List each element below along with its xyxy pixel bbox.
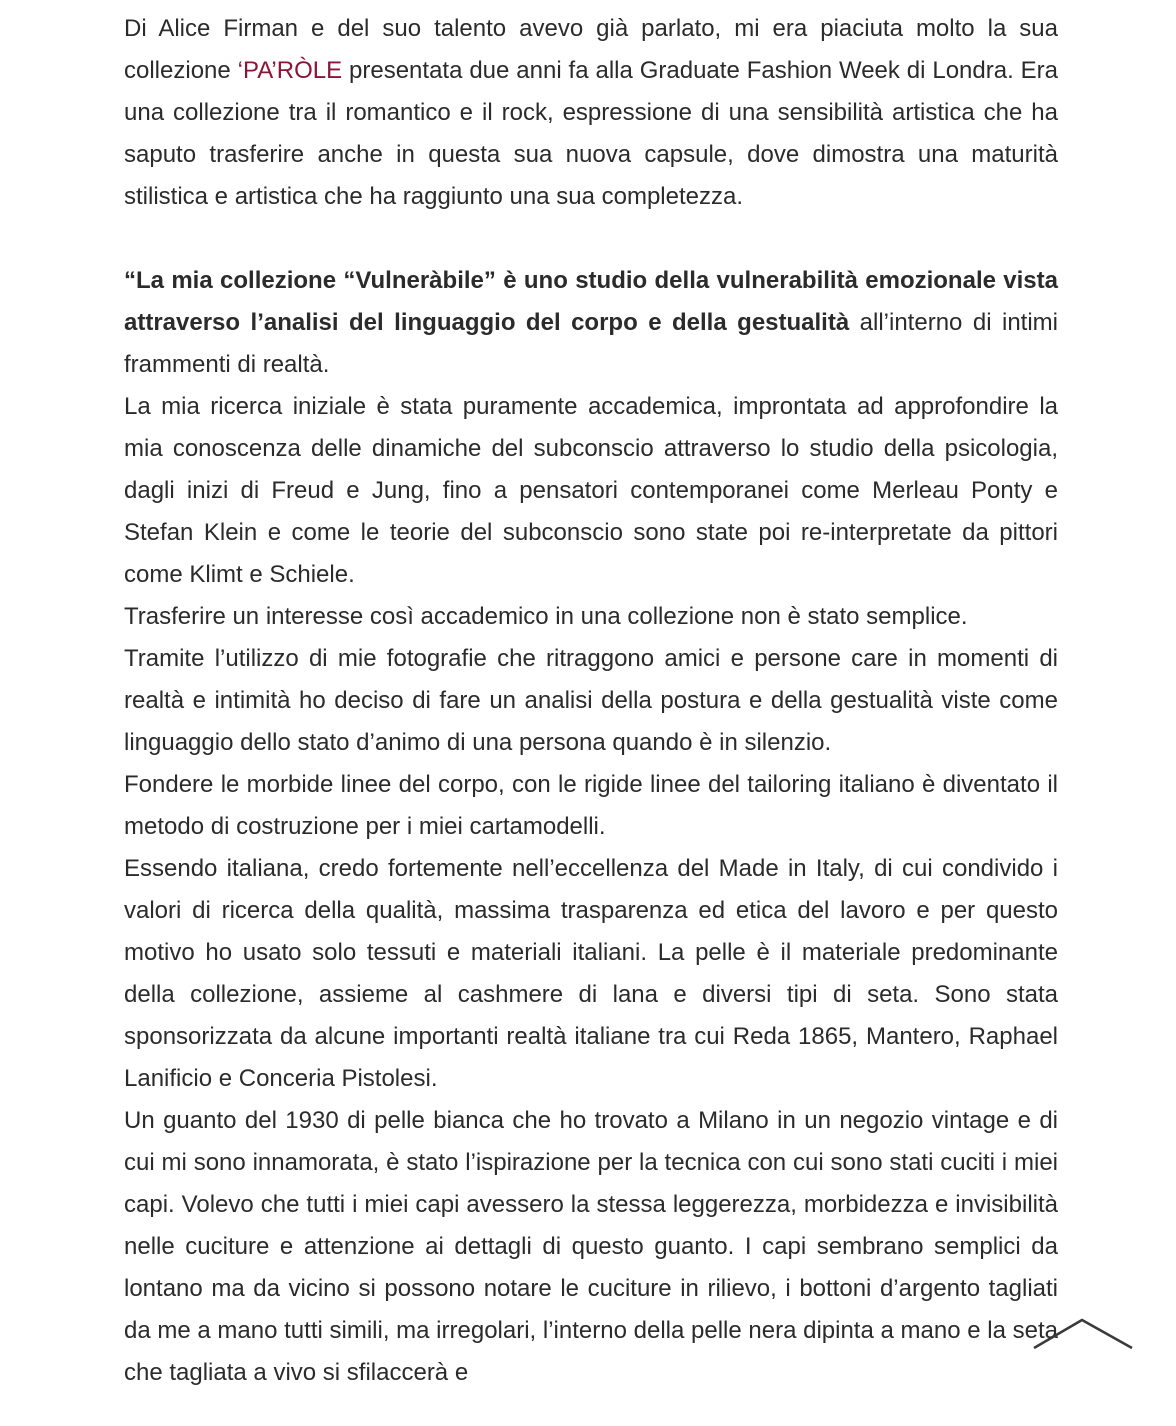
paragraph-tailoring: Fondere le morbide linee del corpo, con le rigide linee del tailoring italiano è diventato il metodo di costruzione per i miei cartamodelli. bbox=[124, 771, 1058, 840]
paragraph-research: La mia ricerca iniziale è stata puramente accademica, improntata ad approfondire la mia conoscenza delle dinamiche del subconscio attraverso lo studio della psicologia, dagli inizi di Freud e Jung, fino a pensatori contemporanei come Merleau Ponty e Stefan Klein e come le teorie del subconscio sono state poi re-interpretate da pittori come Klimt e Schiele. bbox=[124, 393, 1058, 588]
chevron-up-icon bbox=[1030, 1316, 1136, 1356]
scroll-to-top-button[interactable] bbox=[1030, 1316, 1136, 1356]
quote-rest-text: all’interno di intimi frammenti di realtà. bbox=[124, 309, 1058, 378]
paragraph-photographs: Tramite l’utilizzo di mie fotografie che ritraggono amici e persone care in momenti di realtà e intimità ho deciso di fare un analisi della postura e della gestualità viste come linguaggio dello stato d’animo di una persona quando è in silenzio. bbox=[124, 645, 1058, 756]
quote-bold-text: “La mia collezione “Vulneràbile” è uno studio della vulnerabilità emozionale vista attraverso l’analisi del linguaggio del corpo e della gestualità bbox=[124, 267, 1058, 336]
intro-paragraph bbox=[124, 8, 1058, 218]
quote-paragraph bbox=[124, 260, 1058, 386]
article-body bbox=[124, 8, 1058, 1394]
paragraph-glove: Un guanto del 1930 di pelle bianca che ho trovato a Milano in un negozio vintage e di cui mi sono innamorata, è stato l’ispirazione per la tecnica con cui sono stati cuciti i miei capi. Volevo che tutti i miei capi avessero la stessa leggerezza, morbidezza e invisibilità nelle cuciture e attenzione ai dettagli di questo guanto. I capi sembrano semplici da lontano ma da vicino si possono notare le cuciture in rilievo, i bottoni d’argento tagliati da me a mano tutti simili, ma irregolari, l’interno della pelle nera dipinta a mano e la seta che tagliata a vivo si sfilaccerà e bbox=[124, 1107, 1058, 1386]
intro-text-before: Di Alice Firman e del suo talento avevo già parlato, mi era piaciuta molto la sua collezione bbox=[124, 15, 1058, 84]
paragraph-transfer: Trasferire un interesse così accademico in una collezione non è stato semplice. bbox=[124, 603, 968, 630]
paragraph-made-in-italy: Essendo italiana, credo fortemente nell’eccellenza del Made in Italy, di cui condivido i valori di ricerca della qualità, massima trasparenza ed etica del lavoro e per questo motivo ho usato solo tessuti e materiali italiani. La pelle è il materiale predominante della collezione, assieme al cashmere di lana e diversi tipi di seta. Sono stata sponsorizzata da alcune importanti realtà italiane tra cui Reda 1865, Mantero, Raphael Lanificio e Conceria Pistolesi. bbox=[124, 855, 1058, 1092]
intro-text-after: presentata due anni fa alla Graduate Fashion Week di Londra. Era una collezione tra il romantico e il rock, espressione di una sensibilità artistica che ha saputo trasferire anche in questa sua nuova capsule, dove dimostra una maturità stilistica e artistica che ha raggiunto una sua completezza. bbox=[124, 57, 1059, 210]
parole-collection-link[interactable]: ‘PA’RÒLE bbox=[237, 57, 343, 84]
